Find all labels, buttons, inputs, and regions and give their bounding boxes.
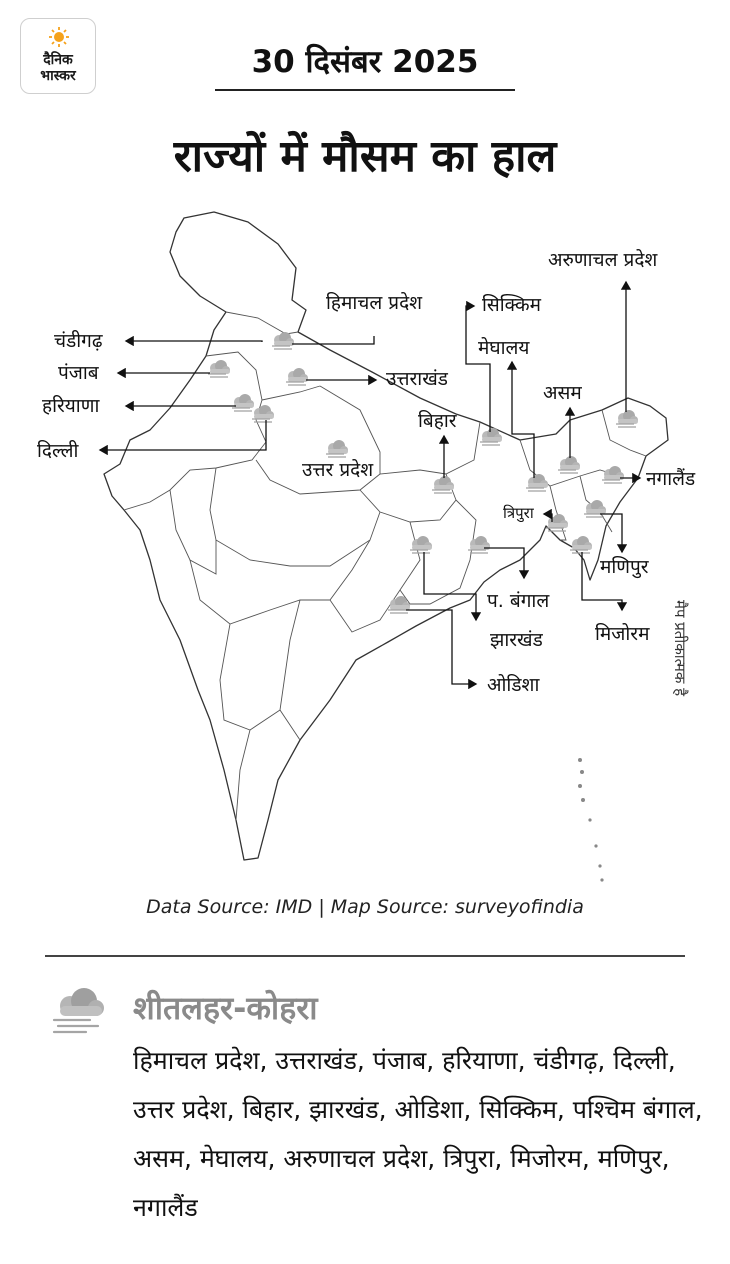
- andaman-islands: [578, 758, 604, 882]
- label-himachal: हिमाचल प्रदेश: [326, 292, 423, 314]
- label-west-bengal: प. बंगाल: [487, 590, 550, 612]
- label-manipur: मणिपुर: [600, 556, 649, 578]
- label-sikkim: सिक्किम: [482, 294, 541, 316]
- label-punjab: पंजाब: [58, 362, 99, 384]
- label-arunachal: अरुणाचल प्रदेश: [548, 249, 658, 271]
- legend-heading: शीतलहर-कोहरा: [133, 989, 318, 1027]
- label-chandigarh: चंडीगढ़: [54, 330, 103, 352]
- label-bihar: बिहार: [418, 410, 457, 432]
- section-divider: [45, 955, 685, 957]
- legend-state-list: हिमाचल प्रदेश, उत्तराखंड, पंजाब, हरियाणा, चंडीगढ़, दिल्ली, उत्तर प्रदेश, बिहार, झारखंड, ओडिशा, सिक्किम, पश्चिम बंगाल, असम, मेघालय, अरुणाचल प्रदेश, त्रिपुरा, मिजोरम, मणिपुर, नगालैंड: [133, 1046, 703, 1222]
- label-jharkhand: झारखंड: [490, 629, 543, 651]
- brand-name-line2: भास्कर: [40, 68, 76, 84]
- label-odisha: ओडिशा: [487, 674, 540, 696]
- date-heading: 30 दिसंबर 2025: [251, 44, 479, 80]
- label-delhi: दिल्ली: [37, 440, 79, 462]
- label-nagaland: नगालैंड: [646, 468, 696, 490]
- label-uttarakhand: उत्तराखंड: [386, 368, 448, 390]
- label-uttar-pradesh: उत्तर प्रदेश: [302, 459, 374, 481]
- fog-cloud-icon: [50, 986, 108, 1034]
- data-source: Data Source: IMD | Map Source: surveyofindia: [146, 896, 584, 918]
- brand-name-line1: दैनिक: [43, 52, 73, 68]
- label-mizoram: मिजोरम: [595, 623, 650, 645]
- label-assam: असम: [543, 382, 582, 404]
- map-disclaimer: मैप प्रतीकात्मक है: [671, 600, 689, 697]
- label-meghalaya: मेघालय: [478, 337, 530, 359]
- page-title: राज्यों में मौसम का हाल: [173, 131, 557, 182]
- label-haryana: हरियाणा: [42, 395, 100, 417]
- label-tripura: त्रिपुरा: [503, 504, 534, 522]
